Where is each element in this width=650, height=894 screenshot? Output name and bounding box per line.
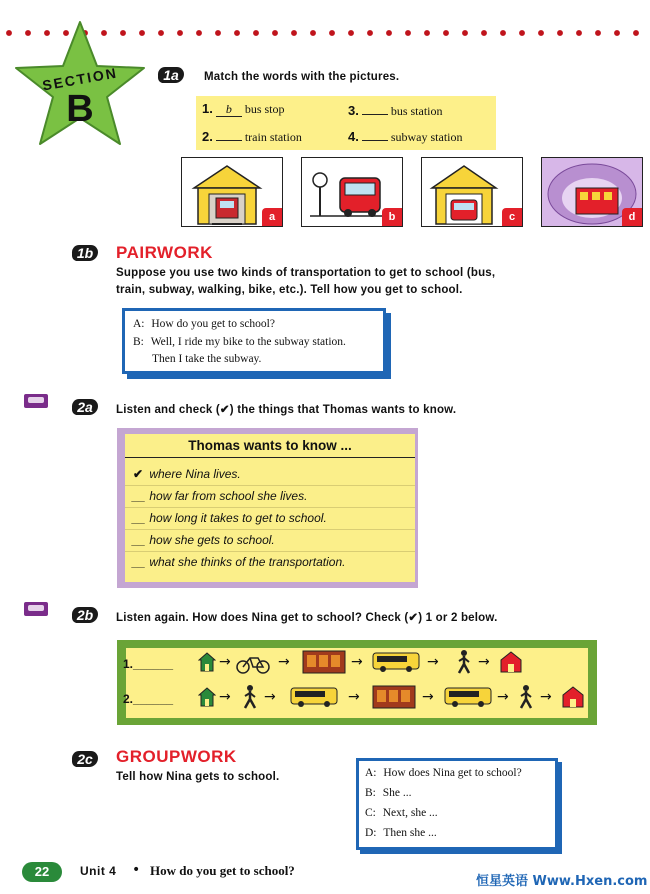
arrow: → bbox=[478, 654, 490, 670]
route-1-number[interactable]: 1.______ bbox=[123, 657, 174, 671]
picture-label: b bbox=[382, 208, 402, 226]
home-icon bbox=[198, 652, 216, 672]
match-blank[interactable] bbox=[362, 127, 388, 141]
groupwork-title: GROUPWORK bbox=[116, 747, 237, 766]
picture-label: a bbox=[262, 208, 282, 226]
bus-icon bbox=[444, 686, 492, 708]
walk-icon bbox=[242, 685, 258, 709]
arrow: → bbox=[540, 689, 552, 705]
dialog-text: How does Nina get to school? bbox=[383, 767, 522, 779]
school-icon bbox=[500, 651, 522, 673]
match-blank[interactable] bbox=[216, 127, 242, 141]
exercise-2c-instruction: Tell how Nina gets to school. bbox=[116, 771, 280, 783]
match-word: train station bbox=[244, 130, 302, 144]
dialog-line-b bbox=[365, 785, 412, 802]
dialog-speaker: B: bbox=[133, 336, 144, 348]
list-item-text: how far from school she lives. bbox=[149, 489, 308, 503]
match-box bbox=[196, 96, 496, 150]
arrow: → bbox=[422, 689, 434, 705]
exercise-1b-instruction-line2: train, subway, walking, bike, etc.). Tell how you get to school. bbox=[116, 284, 463, 296]
section-badge bbox=[10, 18, 150, 158]
arrow: → bbox=[427, 654, 439, 670]
exercise-2b-instruction: Listen again. How does Nina get to school? Check (✔) 1 or 2 below. bbox=[116, 612, 498, 624]
subway-icon bbox=[302, 650, 346, 674]
exercise-1b-instruction-line1: Suppose you use two kinds of transportation to get to school (bus, bbox=[116, 267, 496, 279]
match-item-num: 4. bbox=[348, 129, 359, 144]
dialog-line-c bbox=[365, 805, 438, 822]
footer-bullet: • bbox=[132, 862, 141, 878]
dialog-speaker: B: bbox=[365, 787, 376, 799]
route-box bbox=[123, 648, 588, 718]
match-item-num: 3. bbox=[348, 103, 359, 118]
arrow: → bbox=[348, 689, 360, 705]
exercise-1a-instruction: Match the words with the pictures. bbox=[204, 71, 400, 83]
picture-d bbox=[541, 157, 643, 227]
thomas-box bbox=[125, 434, 415, 582]
match-item-num: 1. bbox=[202, 101, 213, 116]
exercise-2a-badge: 2a bbox=[72, 399, 98, 415]
bike-icon bbox=[236, 652, 270, 674]
arrow: → bbox=[497, 689, 509, 705]
dialog-line-b-cont: Then I take the subway. bbox=[152, 353, 262, 365]
list-item bbox=[125, 551, 415, 573]
exercise-1a-badge: 1a bbox=[158, 67, 184, 83]
cassette-icon bbox=[24, 602, 48, 616]
list-item-text: what she thinks of the transportation. bbox=[149, 555, 346, 569]
match-word: bus stop bbox=[244, 102, 285, 116]
exercise-2c-badge: 2c bbox=[72, 751, 98, 767]
dialog-line-d bbox=[365, 825, 437, 842]
list-item-text: how she gets to school. bbox=[149, 533, 275, 547]
thomas-box-title: Thomas wants to know ... bbox=[125, 438, 415, 458]
dialog-line-a bbox=[133, 316, 275, 333]
pairwork-title: PAIRWORK bbox=[116, 243, 213, 262]
match-item-3 bbox=[348, 101, 443, 119]
match-word: subway station bbox=[390, 130, 463, 144]
arrow: → bbox=[351, 654, 363, 670]
arrow: → bbox=[278, 654, 290, 670]
walk-icon bbox=[518, 685, 534, 709]
match-item-4 bbox=[348, 127, 463, 145]
match-item-num: 2. bbox=[202, 129, 213, 144]
checkbox[interactable]: __ bbox=[131, 489, 145, 503]
exercise-1b-badge: 1b bbox=[72, 245, 98, 261]
list-item bbox=[125, 485, 415, 508]
exercise-2b-badge: 2b bbox=[72, 607, 98, 623]
bus-icon bbox=[372, 651, 420, 673]
checkbox[interactable]: __ bbox=[131, 555, 145, 569]
list-item-text: where Nina lives. bbox=[149, 467, 241, 481]
groupwork-dialog-box bbox=[356, 758, 558, 850]
checkbox[interactable]: __ bbox=[131, 533, 145, 547]
dialog-text: Well, I ride my bike to the subway station. bbox=[150, 336, 346, 348]
school-icon bbox=[562, 686, 584, 708]
picture-b bbox=[301, 157, 403, 227]
checkbox[interactable]: ✔ bbox=[132, 467, 144, 481]
match-item-2 bbox=[202, 127, 302, 145]
dialog-speaker: A: bbox=[365, 767, 377, 779]
dialog-line-a bbox=[365, 765, 522, 782]
picture-c bbox=[421, 157, 523, 227]
arrow: → bbox=[219, 689, 231, 705]
footer-title: How do you get to school? bbox=[150, 863, 295, 878]
dialog-line-b bbox=[133, 334, 346, 351]
dialog-text: She ... bbox=[382, 787, 412, 799]
list-item bbox=[125, 507, 415, 530]
match-blank[interactable]: b bbox=[216, 103, 242, 117]
section-label: SECTION bbox=[41, 64, 119, 94]
pairwork-dialog-box bbox=[122, 308, 386, 374]
picture-a bbox=[181, 157, 283, 227]
arrow: → bbox=[264, 689, 276, 705]
match-item-1 bbox=[202, 101, 285, 117]
cassette-icon bbox=[24, 394, 48, 408]
page-number: 22 bbox=[22, 862, 62, 882]
bus-icon bbox=[290, 686, 338, 708]
exercise-2a-instruction: Listen and check (✔) the things that Thomas wants to know. bbox=[116, 404, 457, 416]
home-icon bbox=[198, 687, 216, 707]
dialog-text: Next, she ... bbox=[382, 807, 438, 819]
dialog-text: How do you get to school? bbox=[151, 318, 275, 330]
list-item bbox=[125, 463, 415, 486]
dialog-speaker: D: bbox=[365, 827, 377, 839]
footer-unit: Unit 4 bbox=[80, 864, 117, 878]
route-number-text: 2. bbox=[123, 692, 134, 706]
dialog-speaker: A: bbox=[133, 318, 145, 330]
dialog-speaker: C: bbox=[365, 807, 376, 819]
route-number-text: 1. bbox=[123, 657, 134, 671]
checkbox[interactable]: __ bbox=[131, 511, 145, 525]
walk-icon bbox=[456, 650, 472, 674]
subway-icon bbox=[372, 685, 416, 709]
list-item bbox=[125, 529, 415, 552]
route-2-number[interactable]: 2.______ bbox=[123, 692, 174, 706]
list-item-text: how long it takes to get to school. bbox=[149, 511, 327, 525]
watermark: 恒星英语 Www.Hxen.com bbox=[476, 874, 648, 889]
dialog-text: Then she ... bbox=[383, 827, 437, 839]
picture-label: c bbox=[502, 208, 522, 226]
match-word: bus station bbox=[390, 104, 443, 118]
section-letter: B bbox=[66, 88, 94, 130]
arrow: → bbox=[219, 654, 231, 670]
picture-label: d bbox=[622, 208, 642, 226]
match-blank[interactable] bbox=[362, 101, 388, 115]
